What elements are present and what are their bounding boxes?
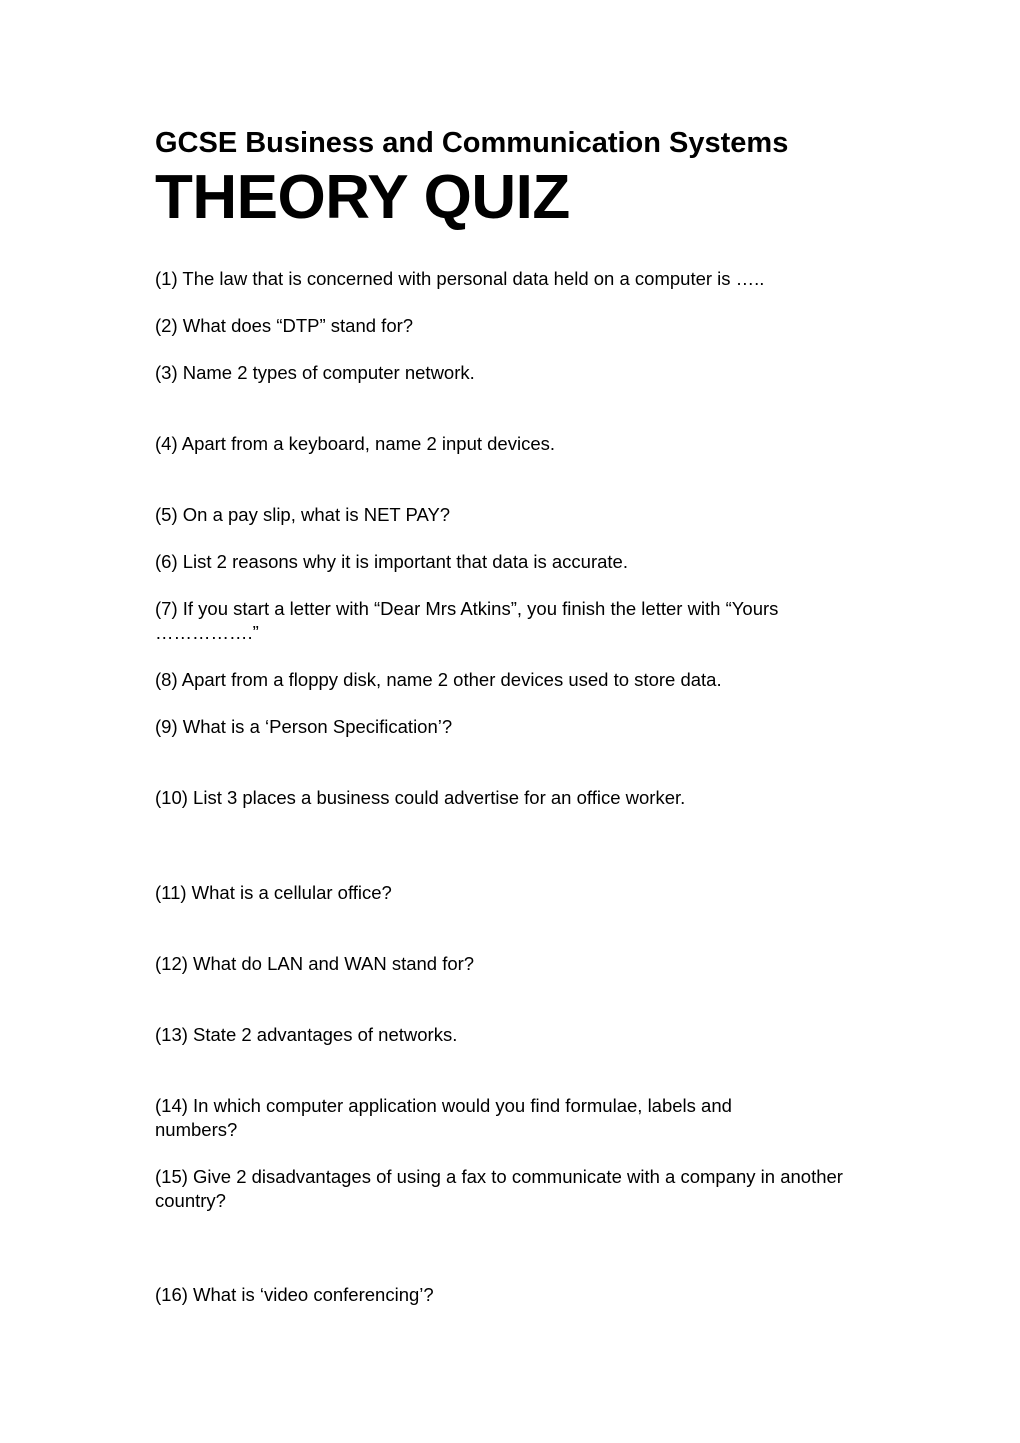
document-subtitle: GCSE Business and Communication Systems <box>155 127 789 159</box>
question-13: (13) State 2 advantages of networks. <box>155 1024 458 1045</box>
question-5: (5) On a pay slip, what is NET PAY? <box>155 504 451 525</box>
question-15: (15) Give 2 disadvantages of using a fax to communicate with a company in another country? <box>155 1166 843 1211</box>
question-1: (1) The law that is concerned with personal data held on a computer is ….. <box>155 268 765 289</box>
question-9: (9) What is a ‘Person Specification’? <box>155 716 453 737</box>
question-2: (2) What does “DTP” stand for? <box>155 315 414 336</box>
document-title: THEORY QUIZ <box>155 163 570 232</box>
question-11: (11) What is a cellular office? <box>155 882 392 903</box>
question-14: (14) In which computer application would you find formulae, labels and numbers? <box>155 1095 732 1140</box>
question-7: (7) If you start a letter with “Dear Mrs Atkins”, you finish the letter with “Yours …………….” <box>155 598 779 643</box>
question-3: (3) Name 2 types of computer network. <box>155 362 475 383</box>
question-10: (10) List 3 places a business could advertise for an office worker. <box>155 787 686 808</box>
question-16: (16) What is ‘video conferencing’? <box>155 1284 434 1305</box>
question-8: (8) Apart from a floppy disk, name 2 other devices used to store data. <box>155 669 722 690</box>
question-12: (12) What do LAN and WAN stand for? <box>155 953 475 974</box>
question-6: (6) List 2 reasons why it is important that data is accurate. <box>155 551 628 572</box>
question-4: (4) Apart from a keyboard, name 2 input devices. <box>155 433 556 454</box>
